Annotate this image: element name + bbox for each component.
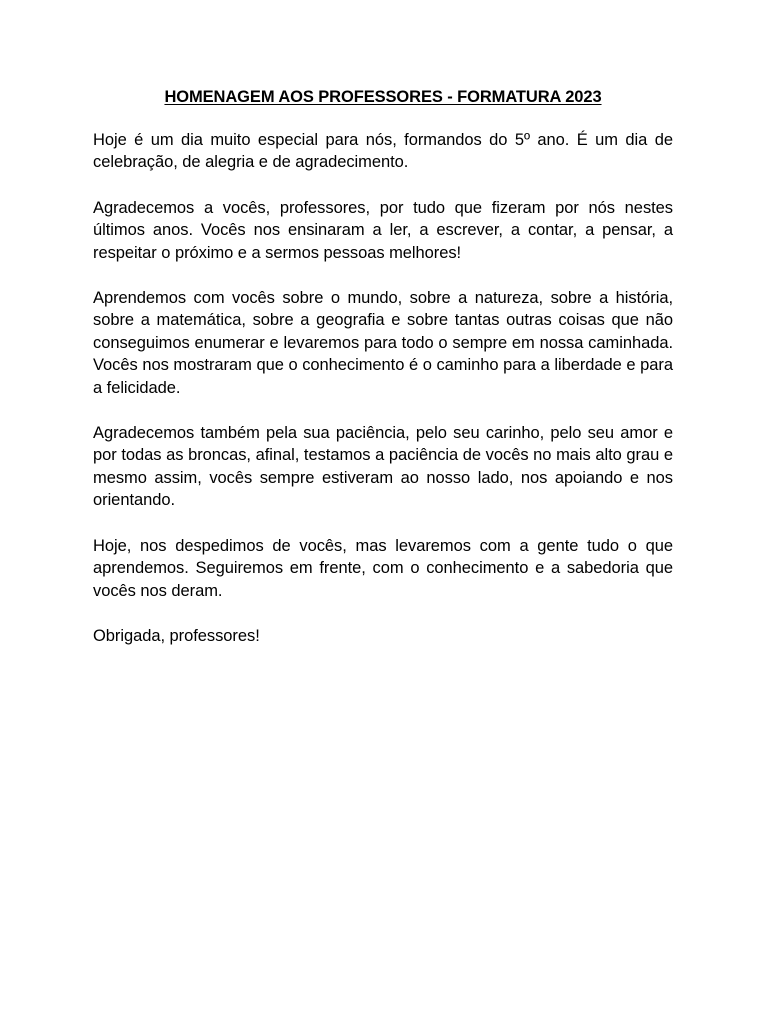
paragraph-closing: Obrigada, professores! [93, 626, 260, 645]
paragraph-patience: Agradecemos também pela sua paciência, pelo seu carinho, pelo seu amor e por todas as broncas, afinal, testamos a paciência de vocês no mais alto grau e mesmo assim, vocês sempre estiveram ao nosso lado, nos apoiando e nos orientando. [93, 424, 673, 510]
paragraph-farewell: Hoje, nos despedimos de vocês, mas levaremos com a gente tudo o que aprendemos. Seguiremos em frente, com o conhecimento e a sabedoria que vocês nos deram. [93, 536, 673, 600]
paragraph-learning: Aprendemos com vocês sobre o mundo, sobre a natureza, sobre a história, sobre a matemática, sobre a geografia e sobre tantas outras coisas que não conseguimos enumerar e levaremos para todo o sempre em nossa caminhada. Vocês nos mostraram que o conhecimento é o caminho para a liberdade e para a felicidade. [93, 289, 673, 397]
document-body [93, 86, 673, 647]
document-title: HOMENAGEM AOS PROFESSORES - FORMATURA 2023 [164, 88, 602, 106]
paragraph-thanks: Agradecemos a vocês, professores, por tudo que fizeram por nós nestes últimos anos. Vocês nos ensinaram a ler, a escrever, a contar, a pensar, a respeitar o próximo e a sermos pessoas melhores! [93, 198, 673, 262]
paragraph-intro: Hoje é um dia muito especial para nós, formandos do 5º ano. É um dia de celebração, de alegria e de agradecimento. [93, 131, 673, 172]
